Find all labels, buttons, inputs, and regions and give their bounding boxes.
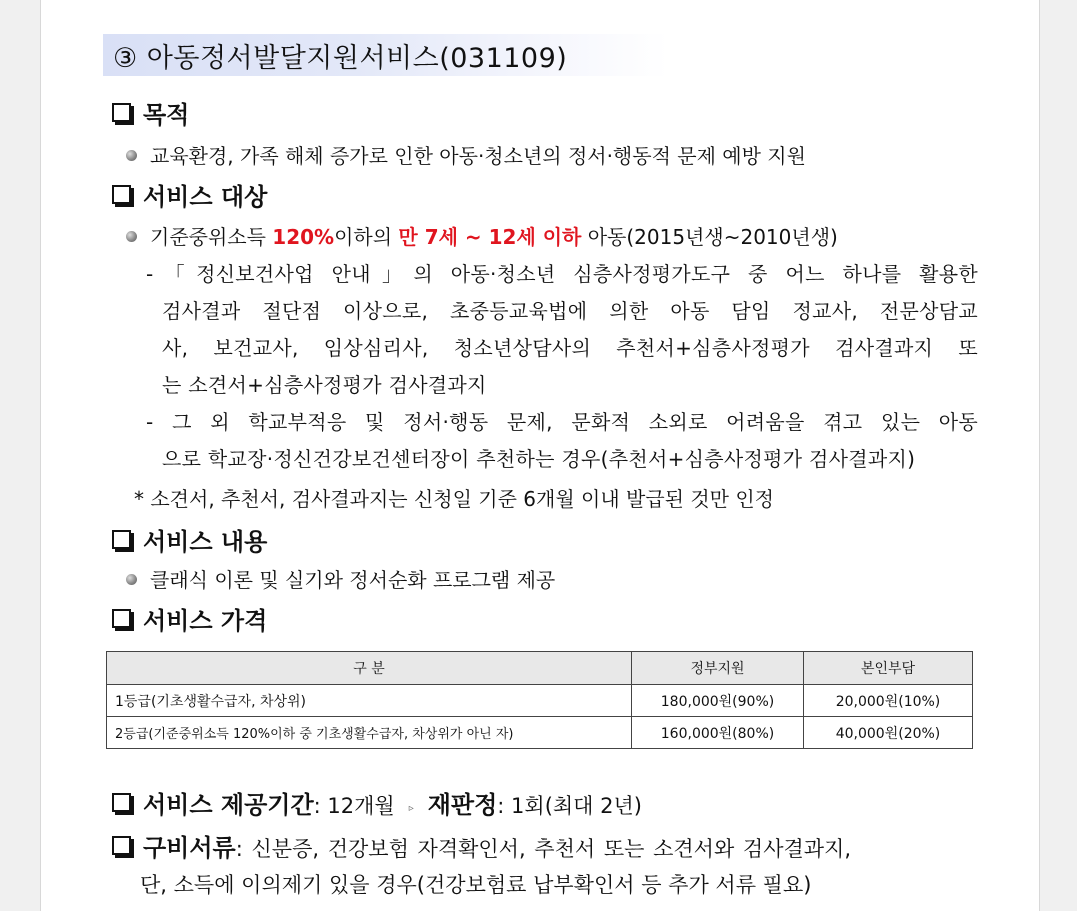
grade-cell: 1등급(기초생활수급자, 차상위) <box>107 685 632 717</box>
gov-cell: 180,000원(90%) <box>632 685 804 717</box>
documents-text-line2: 단, 소득에 이의제기 있을 경우(건강보험료 납부확인서 등 추가 서류 필요) <box>140 873 812 897</box>
section-title: ③ 아동정서발달지원서비스(031109) <box>113 43 568 74</box>
documents-line <box>112 828 976 863</box>
target-note: * 소견서, 추천서, 검사결과지는 신청일 기준 6개월 이내 발급된 것만 인정 <box>134 487 774 511</box>
arrow-icon: ▹ <box>408 803 414 814</box>
checkbox-square-icon <box>112 836 131 855</box>
bullet-icon <box>126 574 137 585</box>
documents-text-line1: : 신분증, 건강보험 자격확인서, 추천서 또는 소견서와 검사결과지, <box>235 837 852 861</box>
target-text-c: 이하의 <box>334 225 399 249</box>
period-line <box>112 785 642 820</box>
period-heading-label: 서비스 제공기간 <box>143 791 314 819</box>
price-table <box>106 651 973 749</box>
purpose-item <box>126 140 806 169</box>
target-sub1-line: 검사결과 절단점 이상으로, 초중등교육법에 의한 아동 담임 정교사, 전문상담교 <box>162 299 978 323</box>
grade-cell: 2등급(기준중위소득 120%이하 중 기초생활수급자, 차상위가 아닌 자) <box>107 717 632 749</box>
purpose-heading <box>112 95 189 130</box>
bullet-icon <box>126 231 137 242</box>
bullet-icon <box>126 150 137 161</box>
header-self: 본인부담 <box>804 652 973 685</box>
target-heading <box>112 177 267 212</box>
table-row <box>107 685 973 717</box>
target-heading-label: 서비스 대상 <box>143 183 268 211</box>
target-text-e: 아동(2015년생~2010년생) <box>581 225 838 249</box>
purpose-text: 교육환경, 가족 해체 증가로 인한 아동·청소년의 정서·행동적 문제 예방 지원 <box>150 144 806 168</box>
target-sub1-line: 는 소견서+심층사정평가 검사결과지 <box>162 373 487 397</box>
table-header-row <box>107 652 973 685</box>
header-category: 구 분 <box>107 652 632 685</box>
reassessment-label: 재판정 <box>427 791 498 819</box>
checkbox-square-icon <box>112 609 131 628</box>
self-cell: 20,000원(10%) <box>804 685 973 717</box>
header-gov: 정부지원 <box>632 652 804 685</box>
period-value: : 12개월 <box>313 794 395 818</box>
reassessment-value: : 1회(최대 2년) <box>497 794 642 818</box>
checkbox-square-icon <box>112 185 131 204</box>
target-sub1-line: -「정신보건사업 안내」의 아동·청소년 심층사정평가도구 중 어느 하나를 활용한 <box>146 262 978 286</box>
target-sub2-line: - 그 외 학교부적응 및 정서·행동 문제, 문화적 소외로 어려움을 겪고 있는 아동 <box>146 410 978 434</box>
purpose-heading-label: 목적 <box>143 101 190 129</box>
self-cell: 40,000원(20%) <box>804 717 973 749</box>
price-heading-label: 서비스 가격 <box>143 607 268 635</box>
target-age-highlight: 만 7세 ~ 12세 이하 <box>398 225 582 249</box>
table-row <box>107 717 973 749</box>
content-item <box>126 564 555 593</box>
target-income-highlight: 120% <box>272 225 335 249</box>
documents-heading-label: 구비서류 <box>143 834 236 862</box>
gov-cell: 160,000원(80%) <box>632 717 804 749</box>
target-item <box>126 221 838 250</box>
content-heading-label: 서비스 내용 <box>143 528 268 556</box>
price-heading <box>112 601 267 636</box>
content-heading <box>112 522 267 557</box>
content-text: 클래식 이론 및 실기와 정서순화 프로그램 제공 <box>150 568 556 592</box>
checkbox-square-icon <box>112 103 131 122</box>
target-sub2-line: 으로 학교장·정신건강보건센터장이 추천하는 경우(추천서+심층사정평가 검사결과지) <box>162 447 916 471</box>
target-sub1-line: 사, 보건교사, 임상심리사, 청소년상담사의 추천서+심층사정평가 검사결과지 또 <box>162 336 978 360</box>
target-text-a: 기준중위소득 <box>150 225 273 249</box>
checkbox-square-icon <box>112 530 131 549</box>
checkbox-square-icon <box>112 793 131 812</box>
